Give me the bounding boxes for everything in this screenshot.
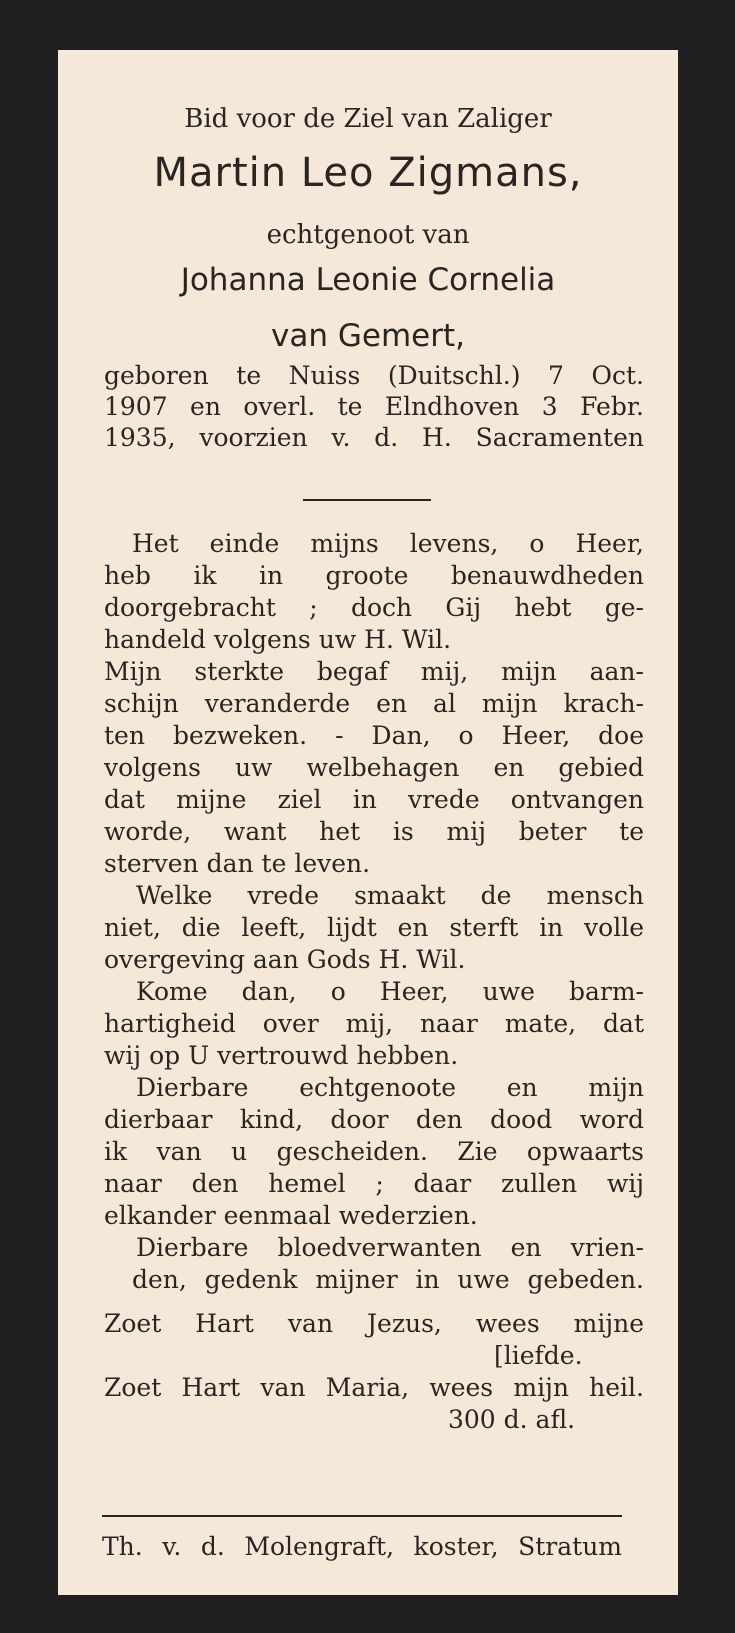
prayer-line: heb ik in groote benauwdheden (104, 561, 644, 590)
prayer-line: doorgebracht ; doch Gij hebt ge- (104, 593, 644, 622)
spouse-intro: echtgenoot van (266, 220, 470, 250)
prayer-line: Mijn sterkte begaf mij, mijn aan- (104, 657, 644, 686)
section-divider (303, 499, 431, 501)
prayer-line: wij op U vertrouwd hebben. (104, 1041, 459, 1070)
birth-death-line: 1935, voorzien v. d. H. Sacramenten (104, 423, 644, 452)
deceased-name: Martin Leo Zigmans, (153, 150, 583, 196)
prayer-line: worde, want het is mij beter te (104, 817, 644, 846)
prayer-line: Kome dan, o Heer, uwe barm- (136, 977, 644, 1006)
prayer-line: sterven dan te leven. (104, 849, 371, 878)
birth-death-line: geboren te Nuiss (Duitschl.) 7 Oct. (104, 361, 644, 390)
prayer-line: hartigheid over mij, naar mate, dat (104, 1009, 644, 1038)
footer-divider (102, 1515, 622, 1517)
prayer-line: Welke vrede smaakt de mensch (136, 881, 644, 910)
prayer-line: niet, die leeft, lijdt en sterft in volle (104, 913, 644, 942)
prayer-line: ten bezweken. - Dan, o Heer, doe (104, 721, 644, 750)
prayer-line: volgens uw welbehagen en gebied (104, 753, 644, 782)
invocation: Bid voor de Ziel van Zaliger (184, 104, 552, 134)
spouse-name-line-2: van Gemert, (271, 318, 465, 354)
birth-death-line: 1907 en overl. te Elndhoven 3 Febr. (104, 392, 644, 421)
prayer-line: overgeving aan Gods H. Wil. (104, 945, 466, 974)
memorial-card (58, 50, 678, 1595)
prayer-line: Dierbare bloedverwanten en vrien- (136, 1233, 644, 1262)
prayer-line: dierbaar kind, door den dood word (104, 1105, 644, 1134)
prayer-line: Zoet Hart van Jezus, wees mijne (104, 1309, 644, 1338)
spouse-name-line-1: Johanna Leonie Cornelia (180, 262, 556, 298)
prayer-line: [liefde. (494, 1341, 583, 1370)
prayer-line: Zoet Hart van Maria, wees mijn heil. (104, 1373, 644, 1402)
prayer-line: Dierbare echtgenoote en mijn (136, 1073, 644, 1102)
prayer-line: handeld volgens uw H. Wil. (104, 625, 452, 654)
prayer-line: elkander eenmaal wederzien. (104, 1201, 478, 1230)
prayer-line: den, gedenk mijner in uwe gebeden. (132, 1265, 644, 1294)
prayer-line: schijn veranderde en al mijn krach- (104, 689, 644, 718)
printer-credit: Th. v. d. Molengraft, koster, Stratum (102, 1532, 622, 1561)
prayer-line: ik van u gescheiden. Zie opwaarts (104, 1137, 644, 1166)
prayer-line: naar den hemel ; daar zullen wij (104, 1169, 644, 1198)
prayer-line: dat mijne ziel in vrede ontvangen (104, 785, 644, 814)
indulgence-note: 300 d. afl. (448, 1405, 576, 1434)
prayer-line: Het einde mijns levens, o Heer, (132, 529, 644, 558)
